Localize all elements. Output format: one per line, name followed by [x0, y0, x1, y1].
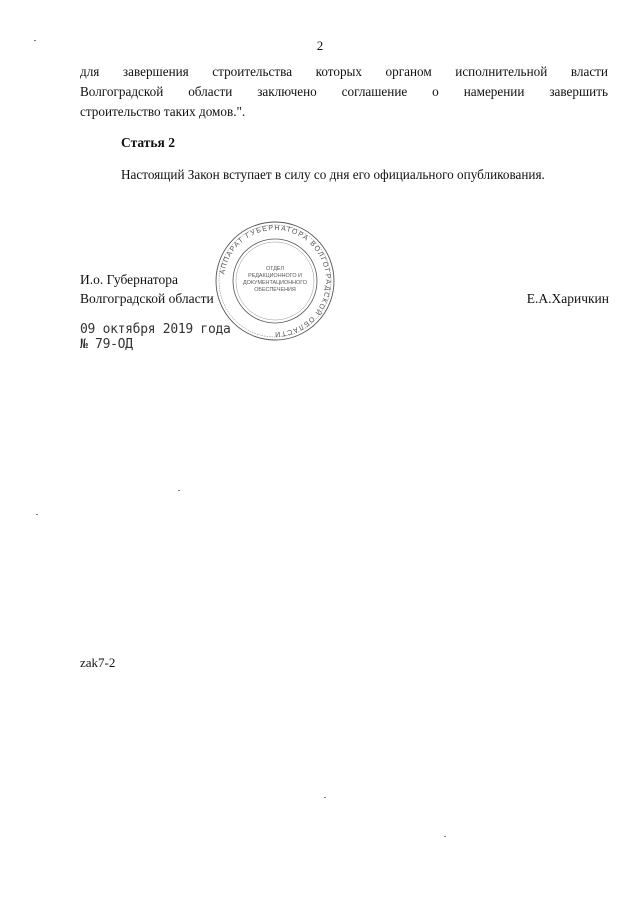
registration-date: 09 октября 2019 года	[80, 322, 231, 337]
registration-number: № 79-ОД	[80, 337, 133, 352]
signatory-region: Волгоградской области	[80, 291, 214, 306]
scan-speck	[34, 40, 36, 41]
article-text: Настоящий Закон вступает в силу со дня его официального опубликования.	[121, 167, 545, 182]
seal-center-line: ОТДЕЛ	[265, 266, 285, 272]
seal-outer-text: АППАРАТ ГУБЕРНАТОРА ВОЛГОГРАДСКОЙ ОБЛАСТИ	[219, 224, 332, 338]
intro-line: строительство таких домов.".	[80, 104, 246, 119]
document-code: zak7-2	[80, 655, 116, 670]
scan-speck	[178, 490, 180, 491]
scan-speck	[36, 514, 38, 515]
article-heading: Статья 2	[121, 135, 175, 150]
signatory-title: И.о. Губернатора	[80, 272, 179, 287]
scan-speck	[324, 797, 326, 798]
seal-center-line: РЕДАКЦИОННОГО И	[248, 273, 302, 279]
intro-line: для завершения строительства которых органом исполнительной власти	[80, 64, 608, 79]
intro-line: Волгоградской области заключено соглашение о намерении завершить	[80, 84, 608, 99]
scan-speck	[444, 836, 446, 837]
seal-center-line: ДОКУМЕНТАЦИОННОГО	[243, 280, 307, 286]
signatory-name: Е.А.Харичкин	[526, 291, 609, 306]
intro-paragraph	[80, 62, 608, 122]
page-number: 2	[316, 38, 324, 53]
seal-center-line: ОБЕСПЕЧЕНИЯ	[254, 287, 296, 293]
official-seal	[214, 220, 336, 342]
